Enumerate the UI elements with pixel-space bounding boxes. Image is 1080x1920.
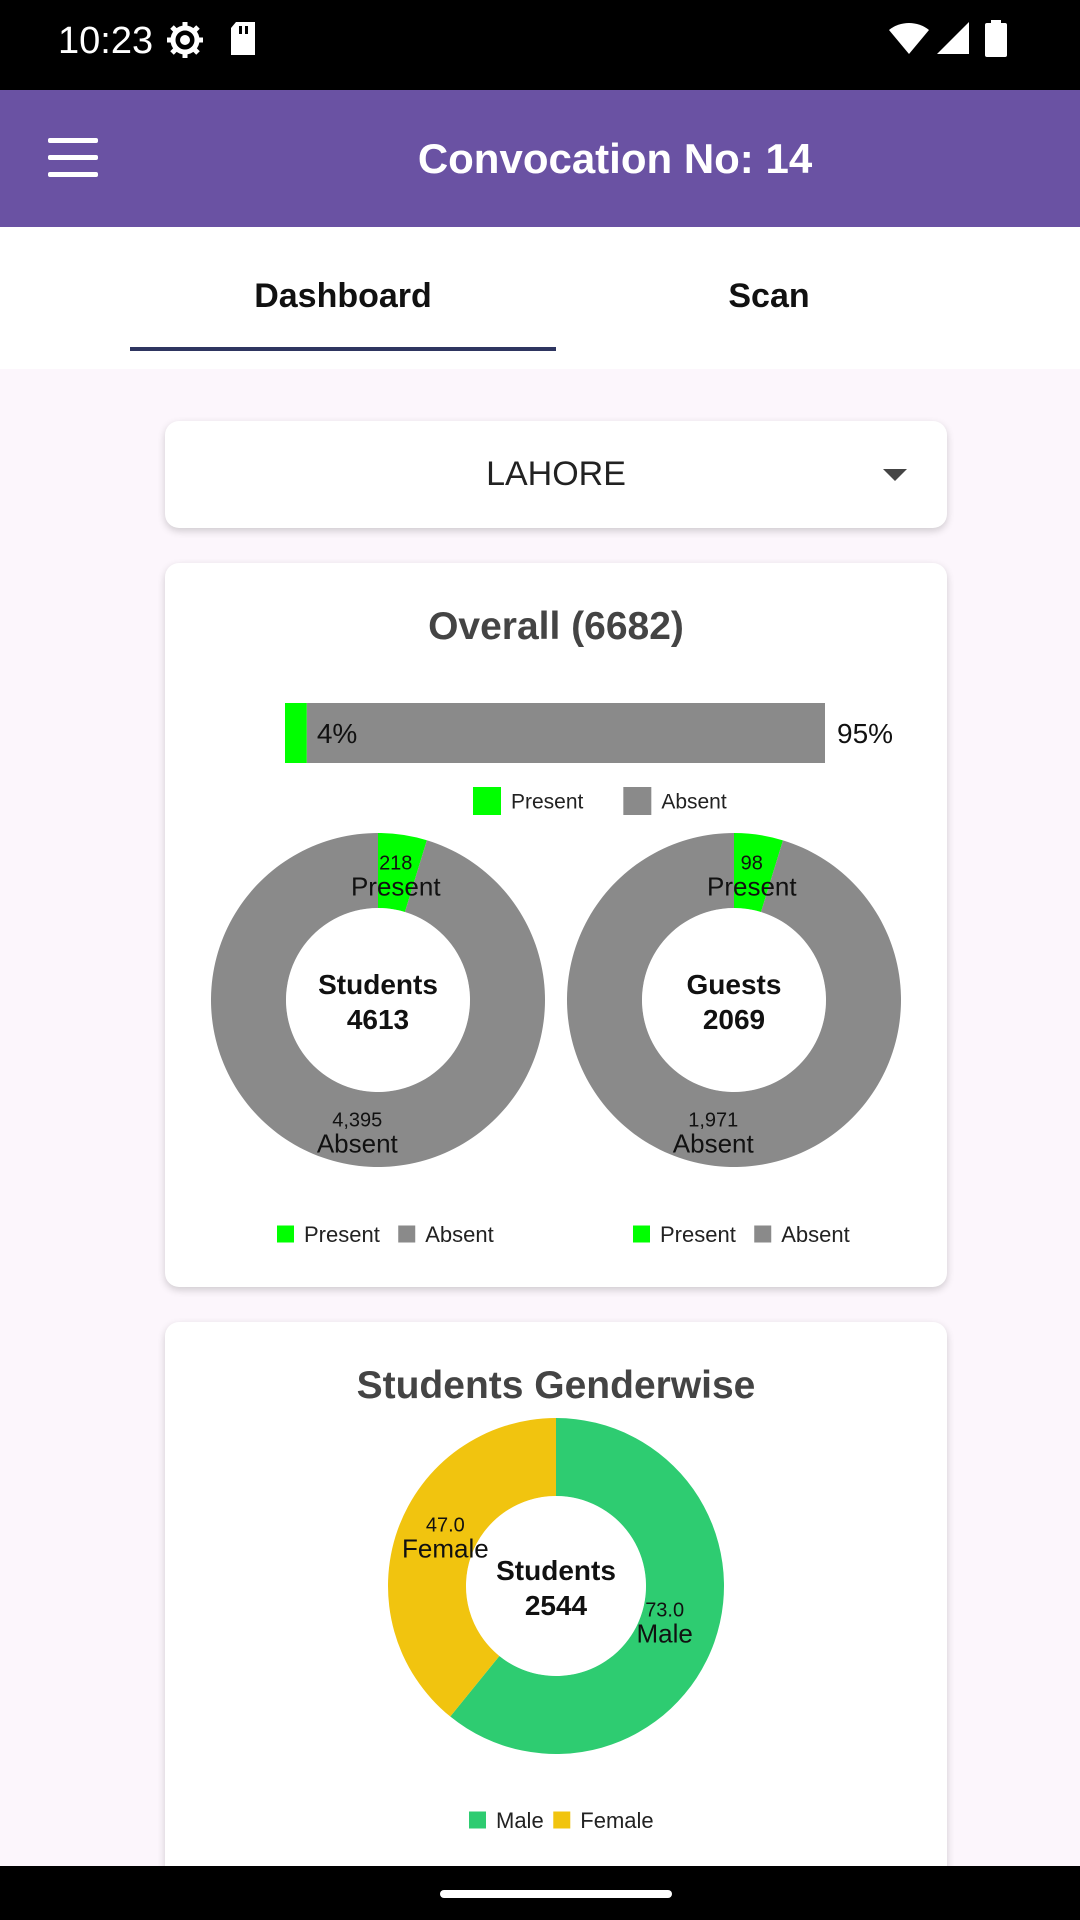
guests-donut-legend-swatch-present [633,1226,650,1243]
chevron-down-icon [883,469,907,481]
guests-donut-slice-label-absent: Absent [672,1128,754,1159]
students-donut-center-title: Students [318,969,438,1000]
navigation-bar [0,1866,1080,1920]
gender-donut-slice-label-female: Female [401,1533,489,1564]
guests-donut-legend-label-present: Present [660,1221,736,1247]
gender-donut-value-label-female: 47.0 [425,1514,465,1537]
guests-donut-value-label-absent: 1,971 [688,1109,739,1132]
students-donut-center-value: 4613 [346,1004,410,1035]
overall-bar-present [285,703,307,763]
tab-scan[interactable]: Scan [728,277,810,315]
guests-donut-legend-label-absent: Absent [781,1221,850,1247]
gender-donut-legend-swatch-male [469,1812,486,1829]
overall-charts [165,563,947,1287]
gender-donut-center [475,1505,637,1667]
gender-title: Students Genderwise [356,1364,756,1407]
app-bar [0,90,1080,227]
gender-donut-center-title: Students [496,1555,616,1586]
status-time: 10:23 [58,20,154,62]
students-donut-value-label-absent: 4,395 [332,1109,383,1132]
gender-donut-center-value: 2544 [524,1590,588,1621]
home-handle[interactable] [440,1890,672,1898]
status-bar [0,0,1080,90]
tab-dashboard[interactable]: Dashboard [254,277,432,315]
overall-bar-legend-label-absent: Absent [661,790,727,814]
guests-donut-center [651,917,817,1083]
gender-donut-legend-label-male: Male [496,1807,544,1833]
guests-donut-slice-label-present: Present [706,871,797,902]
guests-donut-center-value: 2069 [702,1004,766,1035]
overall-bar-legend-label-present: Present [511,790,584,814]
gender-donut-legend-label-female: Female [580,1807,654,1833]
overall-bar-absent [307,703,825,763]
students-donut-legend-label-present: Present [304,1221,380,1247]
overall-bar-legend-swatch-present [473,787,501,815]
gender-donut-legend-swatch-female [553,1812,570,1829]
tab-bar [0,227,1080,369]
students-donut-legend-label-absent: Absent [425,1221,494,1247]
gender-card [165,1322,947,1902]
students-donut-legend-swatch-present [277,1226,294,1243]
settings-gear-icon [165,20,205,60]
overall-card [165,563,947,1287]
students-donut-slice-label-absent: Absent [316,1128,398,1159]
gender-chart [165,1322,947,1902]
wifi-icon [888,20,930,56]
tab-indicator [130,347,556,351]
guests-donut-legend-swatch-absent [754,1226,771,1243]
overall-title: Overall (6682) [428,605,684,648]
campus-select-value: LAHORE [486,455,626,493]
gender-donut-slice-label-male: Male [636,1618,693,1649]
students-donut-center [295,917,461,1083]
overall-bar-legend-swatch-absent [623,787,651,815]
guests-donut-center-title: Guests [686,969,782,1000]
students-donut-legend-swatch-absent [398,1226,415,1243]
signal-icon [935,20,971,56]
campus-select[interactable] [165,421,947,528]
battery-icon [984,20,1008,58]
overall-bar-present-label: 4% [316,718,358,749]
guests-donut-value-label-present: 98 [740,852,763,875]
page-title: Convocation No: 14 [417,135,813,182]
sd-card-icon [228,20,258,58]
students-donut-slice-label-present: Present [350,871,441,902]
gender-donut-value-label-male: 73.0 [645,1599,685,1622]
overall-bar-absent-label: 95% [837,718,894,749]
students-donut-value-label-present: 218 [379,852,413,875]
